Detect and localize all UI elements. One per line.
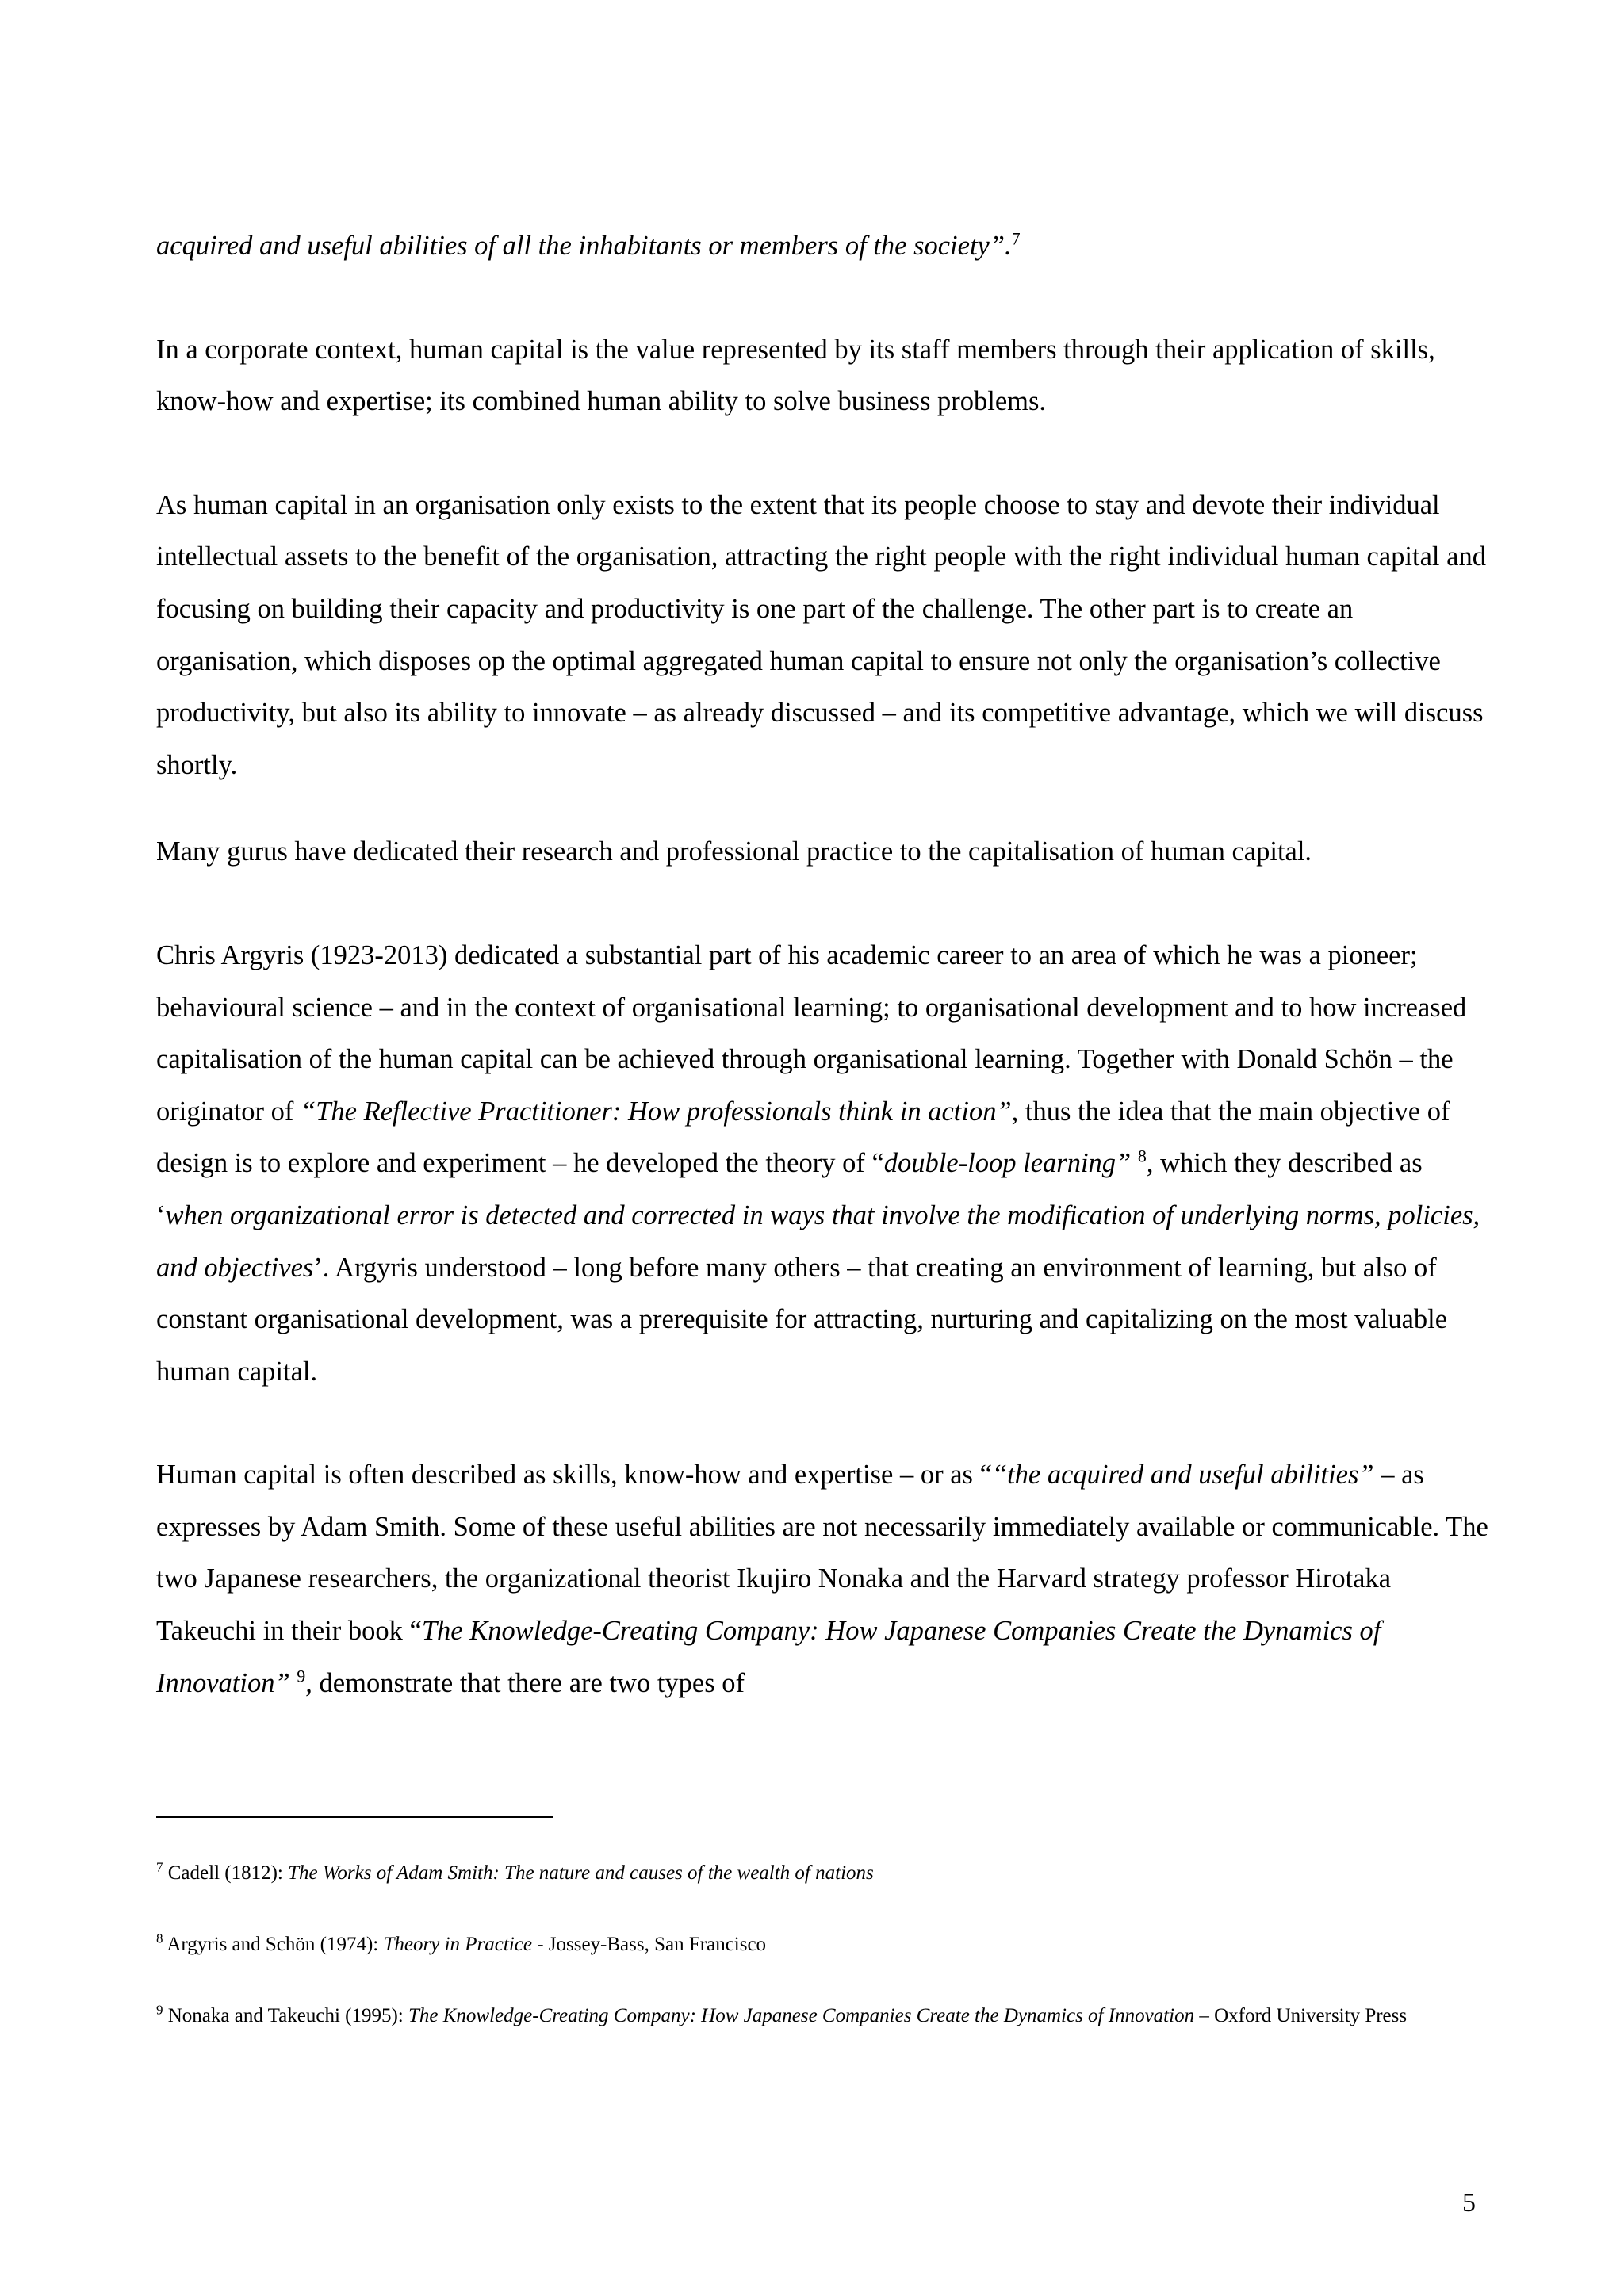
footnote-ref-9: 9 (297, 1666, 306, 1686)
footnote-separator (156, 1816, 553, 1818)
quote-definition: when organizational error is detected and corrected in ways that involve the modification of underlying norms, policies, and objectives (156, 1200, 1480, 1283)
quote-adam-smith: “the acquired and useful abilities” (991, 1460, 1374, 1490)
paragraph-continuation (156, 220, 1488, 273)
footnote-8: $^8$ Argyris and Schön (1974): Theory in Practice - Jossey-Bass, San Francisco (156, 1931, 767, 1955)
body-text (156, 220, 1488, 1709)
quote-continuation: acquired and useful abilities of all the inhabitants or members of the society”. (156, 231, 1012, 261)
paragraph-corporate-context: In a corporate context, human capital is the value represented by its staff members through their application of skills, know-how and expertise; its combined human ability to solve business problems. (156, 334, 1435, 417)
footnote-ref-7: 7 (1011, 228, 1021, 249)
paragraph-human-capital-organisation: As human capital in an organisation only exists to the extent that its people choose to stay and devote their individual intellectual assets to the benefit of the organisation, attracting the right people with the right individual human capital and focusing on building their capacity and productivity is one part of the challenge. The other part is to create an organisation, which disposes op the optimal aggregated human capital to ensure not only the organisation’s collective productivity, but also its ability to innovate – as already discussed – and its competitive advantage, which we will discuss shortly. (156, 489, 1486, 780)
footnote-9: $^9$ Nonaka and Takeuchi (1995): The Knowledge-Creating Company: How Japanese Companies Create the Dynamics of Innovation – Oxford University Press (156, 2002, 1408, 2026)
book-title-knowledge-creating-company: The Knowledge-Creating Company: How Japanese Companies Create the Dynamics of Innovation” (156, 1616, 1381, 1698)
paragraph-nonaka-takeuchi: Human capital is often described as skills, know-how and expertise – or as ““the acquired and useful abilities” – as expresses by Adam Smith. Some of these useful abilities are not necessarily immediately available or communicable. The two Japanese researchers, the organizational theorist Ikujiro Nonaka and the Harvard strategy professor Hirotaka Takeuchi in their book “The Knowledge-Creating Company: How Japanese Companies Create the Dynamics of Innovation” $^9$, demonstrate that there are two types of (156, 1460, 1488, 1698)
paragraph-argyris: Chris Argyris (1923-2013) dedicated a substantial part of his academic career to an area of which he was a pioneer; behavioural science – and in the context of organisational learning; to organisational development and to how increased capitalisation of the human capital can be achieved through organisational learning. Together with Donald Schön – the originator of “The Reflective Practitioner: How professionals think in action”, thus the idea that the main objective of design is to explore and experiment – he developed the theory of “double-loop learning” $^8$, which they described as ‘when organizational error is detected and corrected in ways that involve the modification of underlying norms, policies, and objectives’. Argyris understood – long before many others – that creating an environment of learning, but also of constant organisational development, was a prerequisite for attracting, nurturing and capitalizing on the most valuable human capital. (156, 939, 1480, 1387)
footnote-ref-8: 8 (1137, 1146, 1147, 1166)
footnotes (156, 1859, 1417, 2073)
paragraph-gurus: Many gurus have dedicated their research and professional practice to the capitalisation of human capital. (156, 836, 1312, 867)
footnote-7: $^7$ Cadell (1812): The Works of Adam Smith: The nature and causes of the wealth of nations (156, 1859, 874, 1884)
term-double-loop-learning: double-loop learning” (883, 1148, 1132, 1179)
book-title-reflective-practitioner: “The Reflective Practitioner: How professionals think in action” (301, 1096, 1012, 1127)
page-number: 5 (1462, 2188, 1476, 2218)
